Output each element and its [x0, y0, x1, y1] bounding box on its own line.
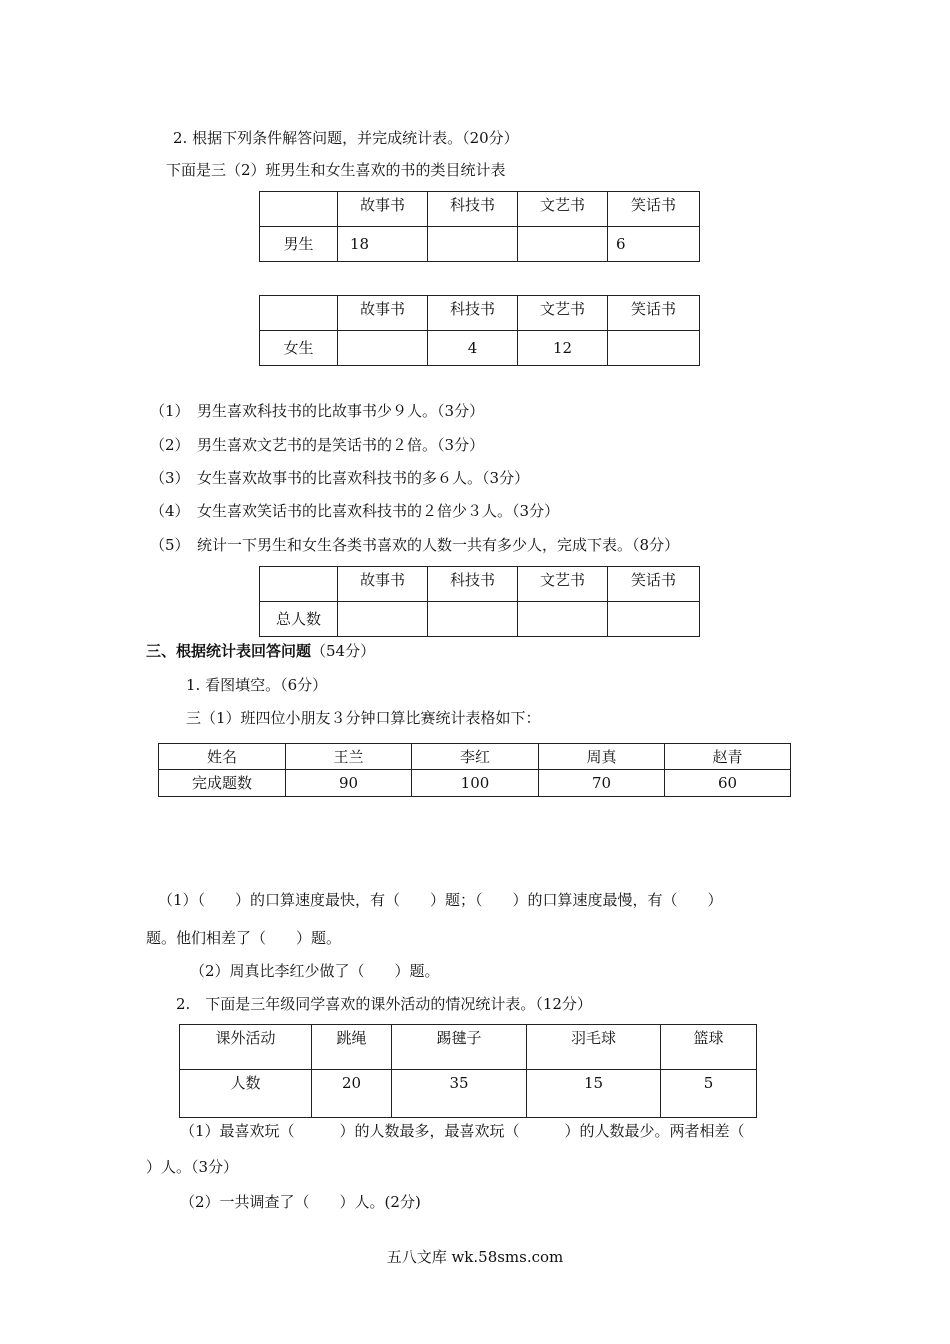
question-2-title: 2. 根据下列条件解答问题，并完成统计表。（20分） [173, 129, 519, 147]
section-3-heading-score: （54分） [311, 642, 376, 660]
table-cell: 5 [661, 1070, 757, 1118]
question-1-sub-1-line-1: （1）（ ）的口算速度最快，有（ ）题；（ ）的口算速度最慢，有（ ） [158, 891, 723, 909]
table-cell: 90 [286, 770, 412, 797]
table-cell: 100 [412, 770, 539, 797]
question-1-sub-2: （2）周真比李红少做了（ ）题。 [190, 962, 440, 980]
table-header-cell: 故事书 [338, 296, 428, 331]
table-cell [338, 602, 428, 637]
table-header-cell: 文艺书 [518, 567, 608, 602]
table-header-cell: 篮球 [661, 1025, 757, 1070]
table-header-cell: 文艺书 [518, 296, 608, 331]
table-header-cell: 笑话书 [608, 192, 700, 227]
question-1-intro: 三（1）班四位小朋友３分钟口算比赛统计表格如下： [186, 709, 541, 727]
table-cell: 18 [338, 227, 428, 262]
row-label-girls: 女生 [260, 331, 338, 366]
question-2-intro: 下面是三（2）班男生和女生喜欢的书的类目统计表 [166, 161, 506, 179]
activities-table [179, 1024, 757, 1118]
table-header-cell: 踢毽子 [392, 1025, 527, 1070]
table-header-cell: 科技书 [428, 567, 518, 602]
table-cell: 6 [608, 227, 700, 262]
condition-1: （1） 男生喜欢科技书的比故事书少９人。（3分） [150, 402, 485, 420]
table-cell [338, 331, 428, 366]
condition-2: （2） 男生喜欢文艺书的是笑话书的２倍。（3分） [150, 436, 485, 454]
question-1-sub-1-line-2: 题。他们相差了（ ）题。 [146, 929, 342, 947]
table-header-cell: 故事书 [338, 567, 428, 602]
table-header-cell: 科技书 [428, 296, 518, 331]
table-header-cell: 周真 [539, 744, 665, 770]
table-cell [608, 331, 700, 366]
boys-book-table [259, 191, 700, 262]
table-header-cell: 王兰 [286, 744, 412, 770]
table-cell: 60 [665, 770, 791, 797]
table-cell: 完成题数 [159, 770, 286, 797]
girls-book-table [259, 295, 700, 366]
table-header-cell: 李红 [412, 744, 539, 770]
condition-5: （5） 统计一下男生和女生各类书喜欢的人数一共有多少人，完成下表。（8分） [150, 536, 680, 554]
table-header-cell [260, 192, 338, 227]
table-cell: 人数 [180, 1070, 312, 1118]
row-label-total: 总人数 [260, 602, 338, 637]
total-book-table [259, 566, 700, 637]
table-header-cell: 笑话书 [608, 296, 700, 331]
table-cell [518, 227, 608, 262]
condition-3: （3） 女生喜欢故事书的比喜欢科技书的多６人。（3分） [150, 469, 530, 487]
arithmetic-contest-table [158, 743, 791, 797]
question-2-sub-1-line-2: ）人。（3分） [146, 1158, 239, 1176]
table-header-cell [260, 567, 338, 602]
table-cell [518, 602, 608, 637]
table-header-cell [260, 296, 338, 331]
question-1-title: 1. 看图填空。（6分） [186, 676, 328, 694]
table-header-cell: 羽毛球 [527, 1025, 661, 1070]
table-header-cell: 赵青 [665, 744, 791, 770]
table-header-cell: 文艺书 [518, 192, 608, 227]
table-cell: 12 [518, 331, 608, 366]
table-header-cell: 故事书 [338, 192, 428, 227]
question-2-activities-title: 2. 下面是三年级同学喜欢的课外活动的情况统计表。（12分） [176, 995, 592, 1013]
table-header-cell: 笑话书 [608, 567, 700, 602]
row-label-boys: 男生 [260, 227, 338, 262]
table-header-cell: 课外活动 [180, 1025, 312, 1070]
table-cell: 70 [539, 770, 665, 797]
table-cell [428, 602, 518, 637]
table-cell [608, 602, 700, 637]
question-2-sub-1-line-1: （1）最喜欢玩（ ）的人数最多，最喜欢玩（ ）的人数最少。两者相差（ [180, 1122, 745, 1140]
table-cell: 15 [527, 1070, 661, 1118]
table-header-cell: 跳绳 [312, 1025, 392, 1070]
section-3-heading [146, 641, 375, 661]
table-cell: 4 [428, 331, 518, 366]
question-2-sub-2: （2）一共调查了（ ）人。(2分) [180, 1193, 421, 1211]
table-header-cell: 姓名 [159, 744, 286, 770]
page-footer: 五八文库 wk.58sms.com [386, 1248, 564, 1266]
table-cell: 20 [312, 1070, 392, 1118]
section-3-heading-text: 三、根据统计表回答问题 [146, 642, 312, 660]
table-cell [428, 227, 518, 262]
table-cell: 35 [392, 1070, 527, 1118]
condition-4: （4） 女生喜欢笑话书的比喜欢科技书的２倍少３人。（3分） [150, 502, 560, 520]
table-header-cell: 科技书 [428, 192, 518, 227]
